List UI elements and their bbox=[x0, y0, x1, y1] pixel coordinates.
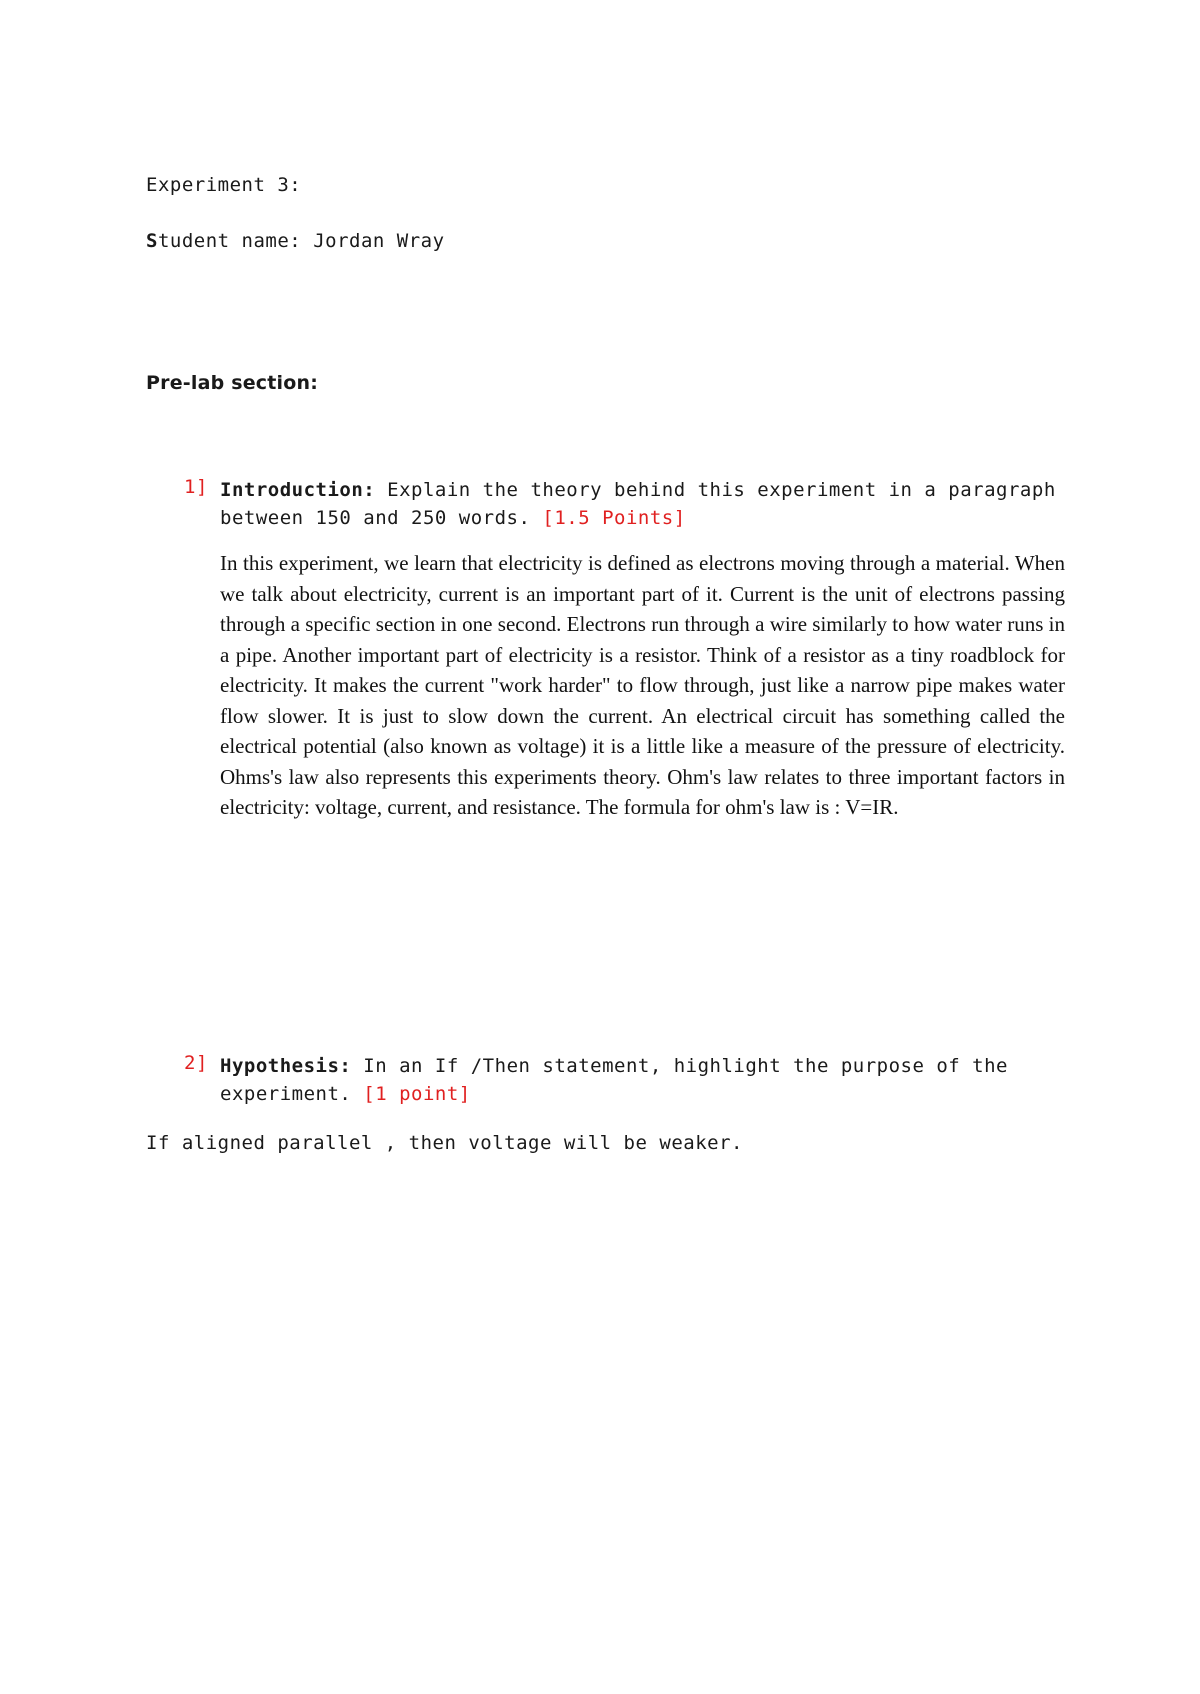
question-label: Introduction: bbox=[220, 479, 376, 501]
section-heading: Pre-lab section: bbox=[146, 372, 319, 394]
question-text bbox=[220, 476, 1065, 532]
question-number: 1] bbox=[184, 476, 208, 498]
experiment-title: Experiment 3: bbox=[146, 174, 302, 196]
introduction-answer: In this experiment, we learn that electricity is defined as electrons moving through a material. When we talk about electricity, current is an important part of it. Current is the unit of electrons passing through a specific section in one second. Electrons run through a wire similarly to how water runs in a pipe. Another important part of electricity is a resistor. Think of a resistor as a tiny roadblock for electricity. It makes the current "work harder" to flow through, just like a narrow pipe makes water flow slower. It is just to slow down the current. An electrical circuit has something called the electrical potential (also known as voltage) it is a little like a measure of the pressure of electricity. Ohms's law also represents this experiments theory. Ohm's law relates to three important factors in electricity: voltage, current, and resistance. The formula for ohm's law is : V=IR. bbox=[220, 551, 1065, 819]
question-number: 2] bbox=[184, 1052, 208, 1074]
student-name: Jordan Wray bbox=[313, 230, 445, 252]
question-points: [1 point] bbox=[363, 1083, 471, 1105]
question-text bbox=[220, 1052, 1065, 1108]
student-name-line bbox=[146, 230, 445, 252]
question-prompt: Explain the theory behind this experiment in a paragraph between 150 and 250 words. bbox=[220, 479, 1056, 529]
hypothesis-answer: If aligned parallel , then voltage will be weaker. bbox=[146, 1132, 743, 1154]
question-label: Hypothesis: bbox=[220, 1055, 352, 1077]
student-label: tudent name: bbox=[157, 230, 302, 252]
question-prompt: In an If /Then statement, highlight the purpose of the experiment. bbox=[220, 1055, 1009, 1105]
student-label-initial: S bbox=[146, 230, 158, 252]
question-points: [1.5 Points] bbox=[542, 507, 686, 529]
